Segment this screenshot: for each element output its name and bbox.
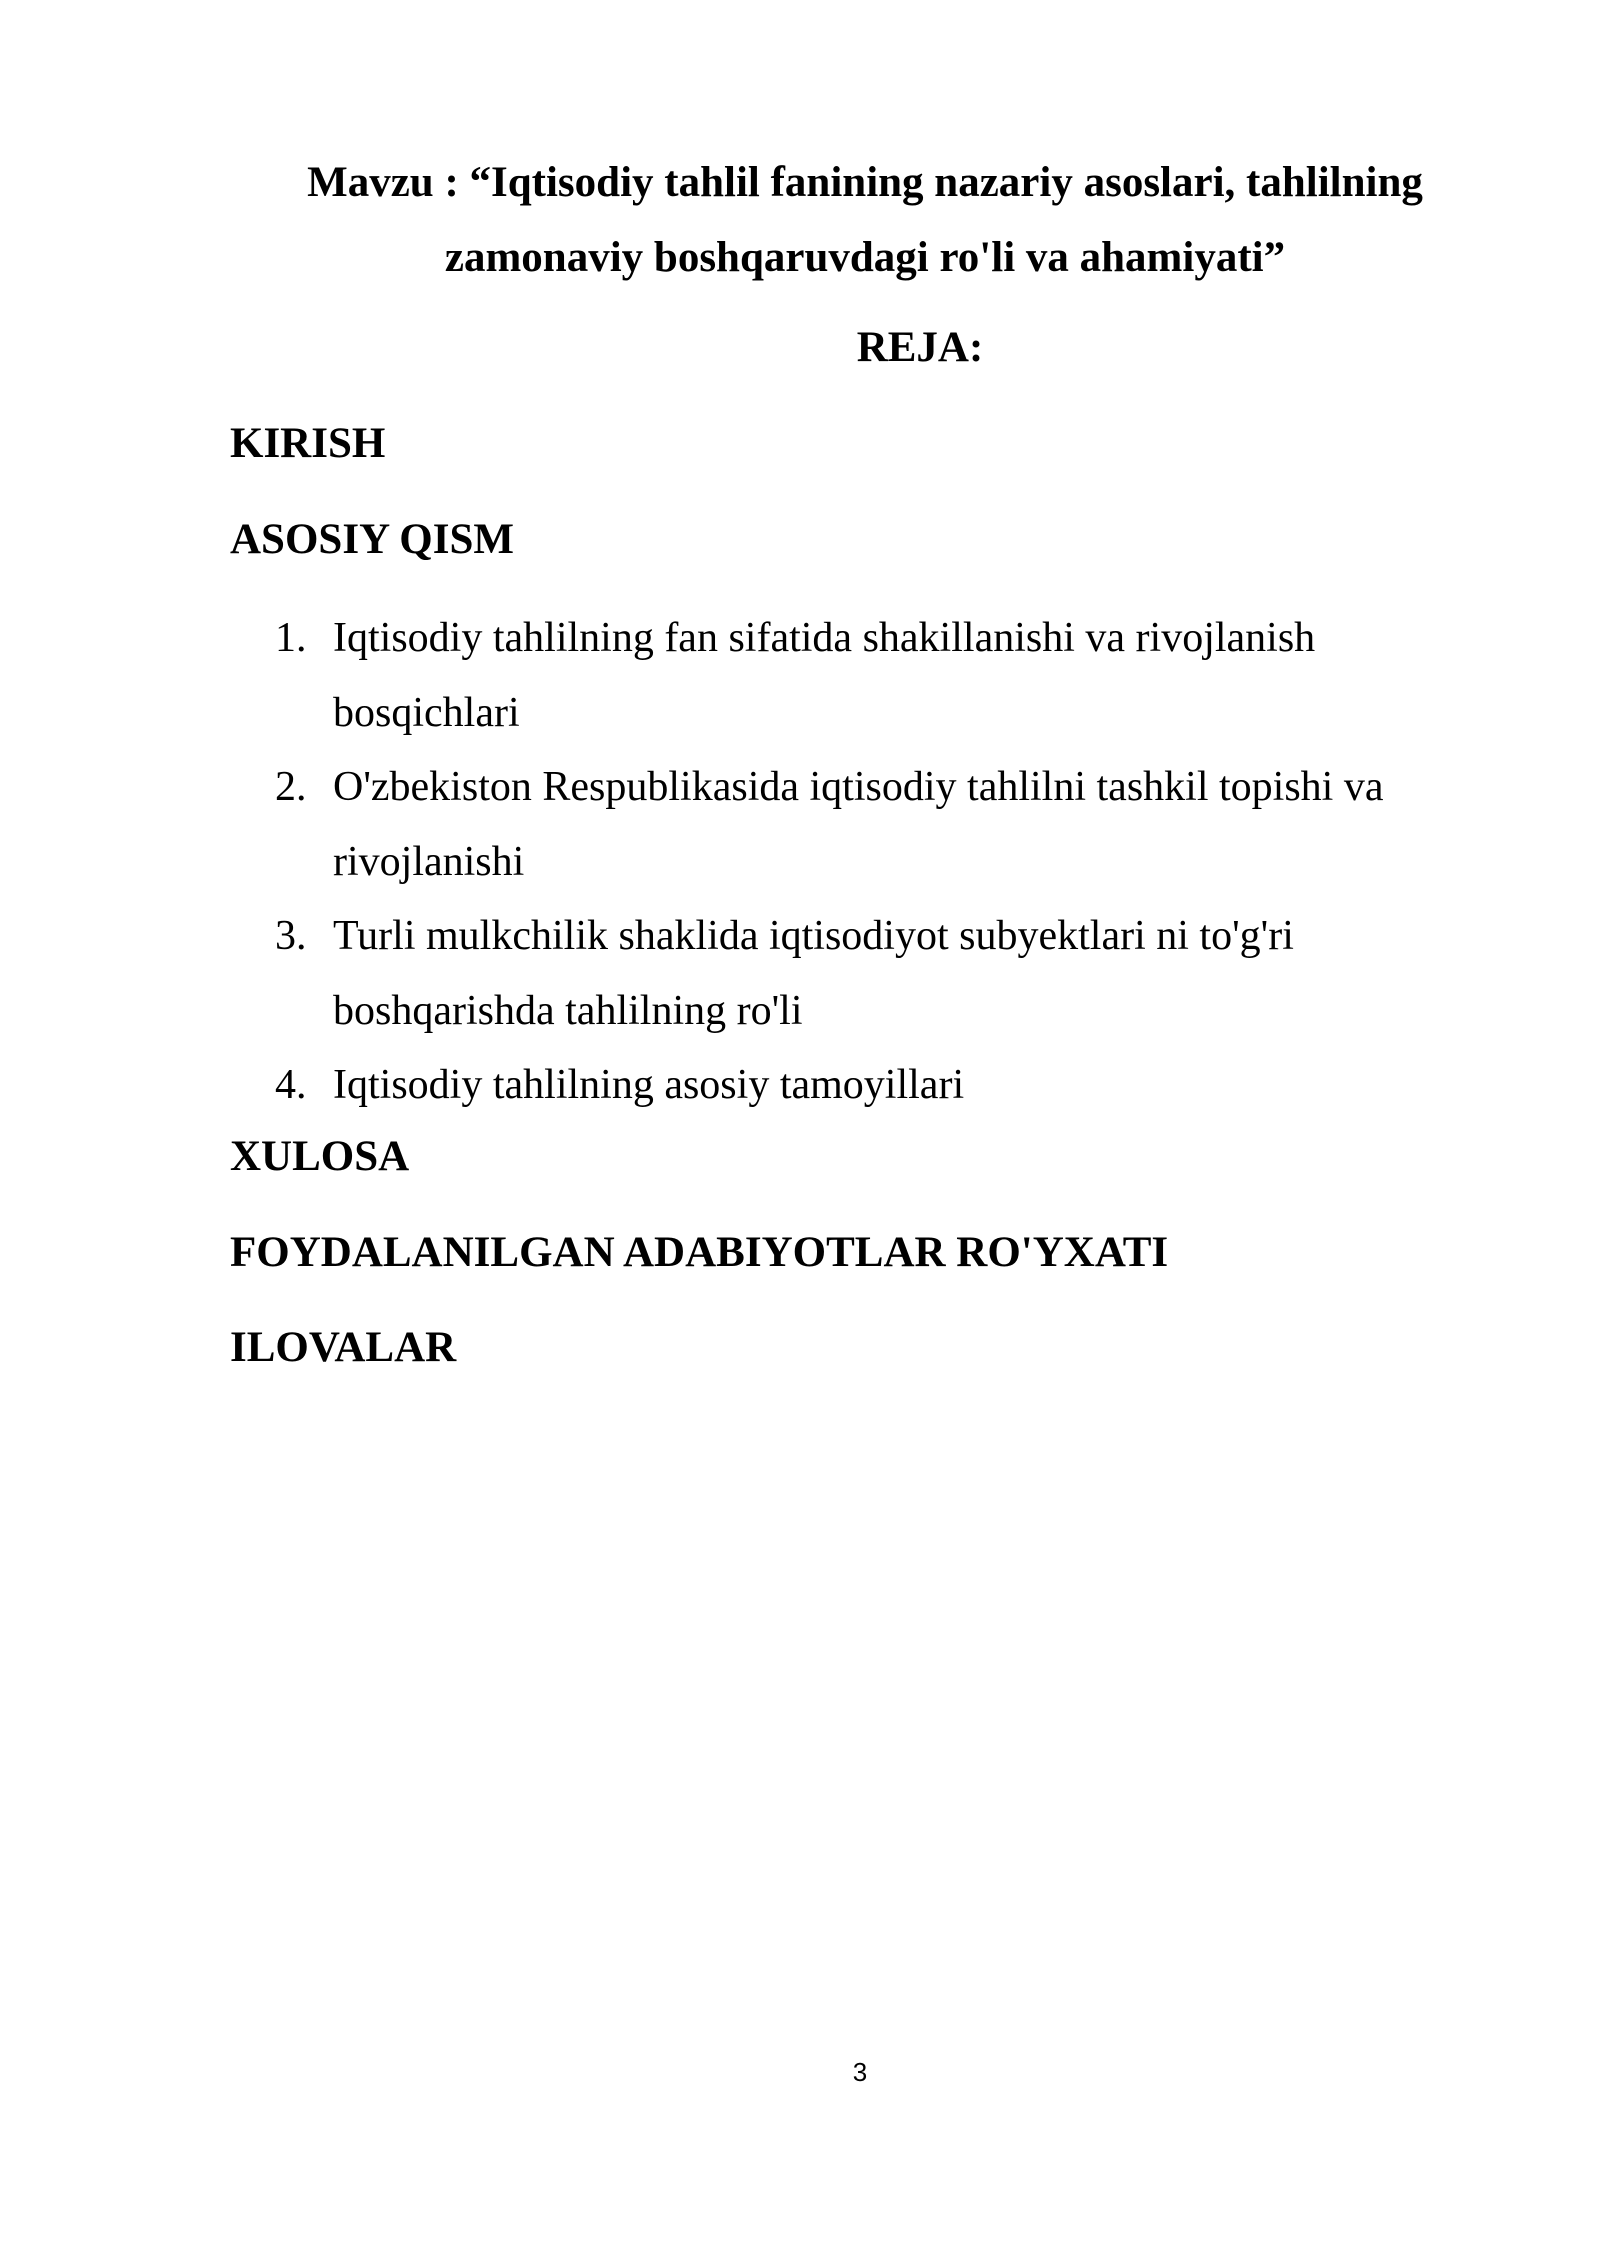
plan-item-text-line2: bosqichlari <box>333 690 520 736</box>
plan-item-text-line1: Iqtisodiy tahlilning asosiy tamoyillari <box>333 1062 965 1108</box>
plan-item-text-line2: boshqarishda tahlilning ro'li <box>333 988 803 1034</box>
plan-item <box>275 750 1450 900</box>
section-references-heading: FOYDALANILGAN ADABIYOTLAR RO'YXATI <box>230 1229 1169 1276</box>
title-line-1: Mavzu : “Iqtisodiy tahlil fanining nazariy asoslari, tahlilning <box>307 159 1423 206</box>
document-title <box>270 145 1460 295</box>
plan-item <box>275 899 1450 1049</box>
plan-item-number: 2. <box>275 764 307 810</box>
plan-item-text-line1: Turli mulkchilik shaklida iqtisodiyot subyektlari ni to'g'ri <box>333 913 1294 959</box>
plan-item-number: 1. <box>275 615 307 661</box>
plan-item-number: 3. <box>275 913 307 959</box>
section-conclusion-heading: XULOSA <box>230 1133 410 1180</box>
section-intro-heading: KIRISH <box>230 420 386 467</box>
plan-item-text-line2: rivojlanishi <box>333 839 525 885</box>
plan-item-text-line1: O'zbekiston Respublikasida iqtisodiy tahlilni tashkil topishi va <box>333 764 1384 810</box>
section-main-heading: ASOSIY QISM <box>230 516 514 563</box>
plan-item <box>275 601 1450 751</box>
plan-heading: REJA: <box>856 324 984 371</box>
plan-item <box>275 1048 1450 1123</box>
title-line-2: zamonaviy boshqaruvdagi ro'li va ahamiyati” <box>444 234 1286 281</box>
page-number: 3 <box>852 2057 868 2087</box>
section-appendices-heading: ILOVALAR <box>230 1324 457 1371</box>
plan-item-number: 4. <box>275 1062 307 1108</box>
plan-item-text-line1: Iqtisodiy tahlilning fan sifatida shakillanishi va rivojlanish <box>333 615 1316 661</box>
